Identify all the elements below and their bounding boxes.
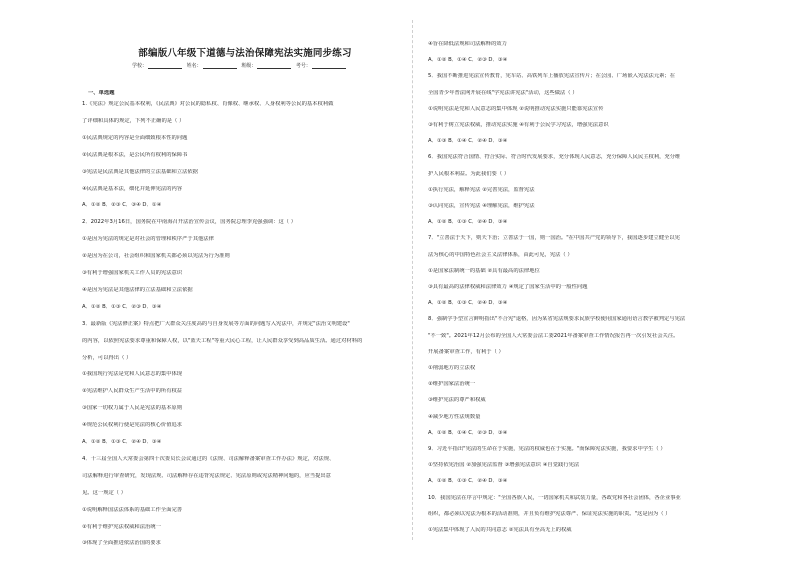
name-blank[interactable] (203, 63, 237, 69)
question-line: ①执行宪法，解释宪法 ②完善宪法，监督宪法 (428, 186, 535, 193)
question-line: ①说明解释国法法体系的基础工作全面完善 (82, 506, 183, 513)
question-line: ④是因为宪法是其他法律的立法基础和立法依据 (82, 286, 193, 293)
question-line: ①是国家法制统一的基础 ②具有最高的法律地位 (428, 267, 540, 274)
question-line: A．①② B．①④ C．②③ D．③④ (428, 429, 508, 436)
question-line: ①是因为宪法的规定是对社会的管理和秩序严于其他法律 (82, 236, 214, 243)
question-line: 法为核心的中国特色社会主义法律体系，由此可见，宪法（ ） (428, 251, 573, 258)
question-line: 6．我国宪法符合国情、符合实际、符合时代发展要求，充分体现人民意志，充分保障人民民主权利，充分维 (428, 154, 681, 161)
question-line: ④规范公民权利行使是宪法的核心价值追求 (82, 422, 183, 429)
question-line: 1.《宪法》规定公民基本权利，《民法典》对公民的隐私权、肖像权、继承权、人身权利等公民的基本权利做 (82, 101, 334, 107)
student-info-fields (132, 62, 372, 69)
class-label: 班级： (241, 63, 257, 69)
question-line: 2．2022年3月16日，国务院在中南海召开法治宣传会议，国务院总理李克强强调：这（ ） (82, 219, 297, 226)
question-line: A．①② B．①③ C．②④ D．③④ (428, 300, 508, 307)
question-line: 9．习近平指出"宪法的生命在于实施，宪法的权威也在于实施。"而保障宪法实施，我要求中学生（ ） (428, 446, 666, 452)
question-line: 4．十三届全国人大常委会第四十次委员长会议通过的《法规、司法解释备案审查工作办法》规定，对法规、 (82, 455, 335, 462)
question-line: ③维护宪法的尊严和权威 (428, 397, 486, 404)
question-line: A．①② B．①③ C．②④ D．③④ (428, 219, 508, 226)
column-divider (412, 20, 413, 540)
exam-no-label: 考号： (295, 63, 311, 69)
question-line: ②维护国家法治统一 (428, 381, 476, 388)
question-line: ④旨在降低法规和司法解释的效力 (428, 41, 507, 47)
question-line: ②有利于维护宪法权威和法治统一 (82, 523, 161, 530)
question-line: A．①③ B．①④ C．②④ D．③④ (428, 138, 508, 145)
page-title: 部编版八年级下道德与法治保障宪法实施同步练习 (138, 48, 352, 59)
question-line: 7．"立善法于天下，则天下治；立善法于一国，则一国治。"在中国共产党的领导下，我国逐步建立健全以宪 (428, 235, 680, 242)
question-line: ④减少地方性法规数量 (428, 413, 481, 420)
question-line: A．①② B．①③ C．②④ D．③④ (82, 439, 162, 445)
question-line: ②民法典是根本法，是公民所有权利的保障书 (82, 151, 188, 158)
section-title: 一、单选题 (88, 90, 115, 96)
question-line: 3．最新版《宪法修正案》特点把广大群众关注度高的与自身发展等方面的问题写入宪法中，并规定"法治文明建设" (82, 320, 350, 327)
question-line: ③国家一切权力属于人民是宪法的基本原则 (82, 405, 183, 412)
question-line: "不一致"。2021年12月公布的全国人大常委会法工委2021年备案审查工作情况报告再一次引发社会关注。 (428, 332, 679, 339)
question-line: ③有利于树立宪法权威，推动宪法实施 ④有利于公民学习宪法，增强宪法意识 (428, 122, 609, 128)
question-line: 10．我国宪法在序言中规定："全国各族人民，一切国家机关和武装力量，各政党和各社会团体，各企业事业 (428, 494, 681, 501)
question-line: ①我国现行宪法是党和人民意志的集中体现 (82, 371, 183, 378)
question-line: 8．强制学手型宣言鲜明指出"不合宪"退格，因为某省宪法规要求民族学校使用国家通用语言教学被判定与宪法 (428, 316, 686, 323)
question-line: ①宪法集中体现了人民的共同意志 ②宪法具有至高无上的权威 (428, 527, 572, 533)
question-line: ④民法典是基本法，细化并延伸宪法的内容 (82, 185, 183, 192)
question-line: ③宪法是民法典是其他法律的立法基础和立法依据 (82, 168, 198, 175)
question-line: 组织，都必须以宪法为根本的活动准则，并且负有维护宪法尊严、保证宪法实施的职责。"这是因为（ ） (428, 510, 671, 517)
school-label: 学校： (132, 63, 148, 69)
question-line: 的内容，以依照宪法要求尊重和保障人权，以"蓝天工程"等重大民心工程，让人民群众享受到高品质生活。通过对材料的 (82, 337, 363, 344)
question-line: A．①② B．①③ C．②③ D．③④ (82, 303, 162, 310)
exam-no-blank[interactable] (312, 63, 346, 69)
question-line: 分析，可以得出（ ） (82, 354, 132, 361)
question-line: ②宪法维护人民群众生产生活中的所有权益 (82, 388, 183, 395)
question-line: ①削弱地方的立法权 (428, 365, 476, 371)
question-line: ①坚持依宪治国 ②加强宪法监督 ③增强宪法意识 ④自觉践行宪法 (428, 462, 580, 469)
question-line: ③体现了全面推进依法治国的要求 (82, 540, 161, 547)
question-line: 5．我国不断推进宪法宣传教育，宪车站、高铁列车上播放宪法宣传片；在公园、广场嵌入宪法法元素；在 (428, 73, 676, 80)
question-line: 了详细和具体的规定，下列不正确的是（ ） (82, 117, 185, 124)
question-line: 见。这一规定（ ） (82, 489, 127, 496)
question-line: ①说明宪法是党和人民意志的集中体现 ②说明推动宪法实施只能靠宪法宣传 (428, 105, 604, 112)
question-line: ②是因为在公司，社会组织和国家机关都必须以宪法为行为准则 (82, 253, 230, 260)
question-line: 司法解释进行审查研究，发现法规、司法解释存在违背宪法规定、宪法原则或宪法精神问题的，应当提出意 (82, 472, 331, 479)
question-line: ③具有最高的法律权威和法律效力 ④规定了国家生活中的一般性问题 (428, 284, 588, 290)
class-blank[interactable] (257, 63, 291, 69)
school-blank[interactable] (148, 63, 182, 69)
question-line: A．①② B．②③ C．③④ D．①④ (82, 202, 162, 209)
question-line: 全国青少年普法网开展在线"学宪法讲宪法"活动，这些做法（ ） (428, 89, 578, 96)
question-line: 开展备案审查工作，有利于（ ） (428, 348, 504, 355)
question-line: A．①② B．①④ C．②③ D．③④ (428, 57, 508, 64)
question-line: ①民法典规定的内容是全面细致根本性的问题 (82, 134, 188, 141)
question-line: 护人民根本利益。为此我们要（ ） (428, 170, 510, 177)
question-line: ③有利于增强国家机关工作人员的宪法意识 (82, 270, 183, 276)
question-line: ③认同宪法，宣传宪法 ④理解宪法，维护宪法 (428, 203, 535, 209)
question-line: A．①② B．①③ C．②④ D．③④ (428, 478, 508, 485)
name-label: 姓名： (186, 63, 202, 69)
